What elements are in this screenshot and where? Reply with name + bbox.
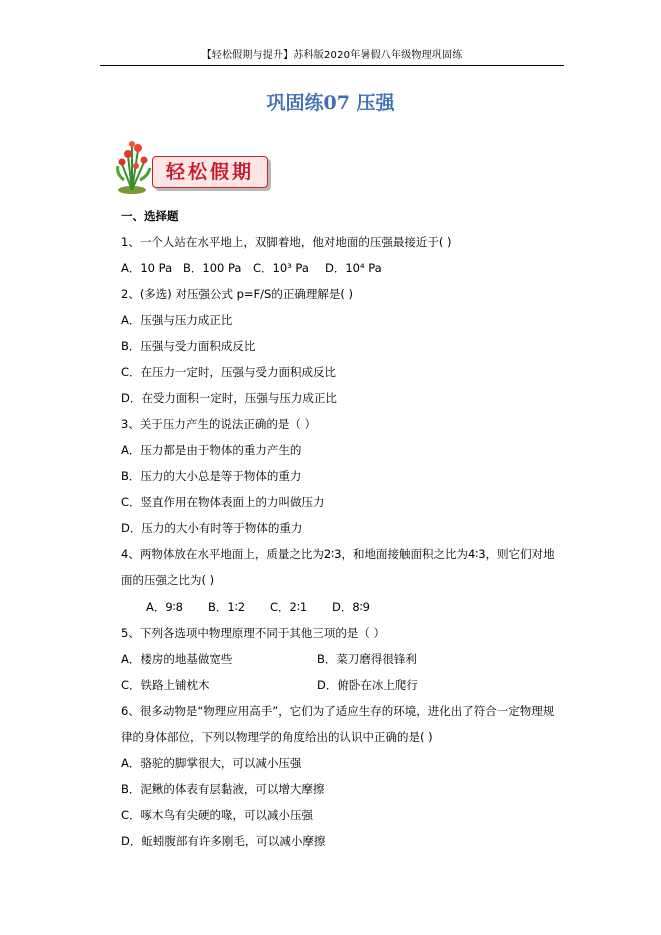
page-title: 巩固练07 压强 — [266, 92, 395, 114]
banner-label: 轻松假期 — [152, 156, 268, 188]
question-2-option-d: D．在受力面积一定时，压强与压力成正比 — [121, 391, 337, 405]
question-3-stem: 3、关于压力产生的说法正确的是（ ） — [121, 417, 316, 431]
page-header: 【轻松假期与提升】苏科版2020年暑假八年级物理巩固练 — [100, 46, 564, 66]
option-d: D．8∶9 — [332, 600, 370, 614]
question-4-options — [146, 599, 370, 615]
option-d: D．俯卧在冰上爬行 — [317, 678, 418, 692]
question-4-stem-line1: 4、两物体放在水平地面上，质量之比为2∶3，和地面接触面积之比为4∶3，则它们对地 — [121, 547, 555, 561]
option-a: A．10 Pa — [121, 261, 173, 275]
question-2-option-c: C．在压力一定时，压强与受力面积成反比 — [121, 365, 337, 379]
option-b: B．1∶2 — [208, 600, 246, 614]
option-b: B．100 Pa — [183, 261, 242, 275]
section-title: 一、选择题 — [121, 209, 179, 223]
question-2-stem: 2、(多选) 对压强公式 p=F/S的正确理解是( ) — [121, 287, 353, 301]
question-2-option-b: B．压强与受力面积成反比 — [121, 339, 256, 353]
question-5-options-row1 — [121, 651, 417, 667]
question-4-stem-line2: 面的压强之比为( ) — [121, 573, 215, 587]
question-6-stem-line1: 6、很多动物是“物理应用高手”，它们为了适应生存的环境，进化出了符合一定物理规 — [121, 704, 555, 718]
question-3-option-b: B．压力的大小总是等于物体的重力 — [121, 469, 302, 483]
option-b: B．菜刀磨得很锋利 — [317, 652, 417, 666]
question-1-options — [121, 260, 382, 276]
question-6-option-c: C．啄木鸟有尖硬的喙，可以减小压强 — [121, 808, 314, 822]
question-5-options-row2 — [121, 677, 418, 693]
question-6-stem-line2: 律的身体部位，下列以物理学的角度给出的认识中正确的是( ) — [121, 730, 433, 744]
option-c: C．2∶1 — [270, 600, 308, 614]
question-3-option-d: D．压力的大小有时等于物体的重力 — [121, 521, 303, 535]
question-6-option-b: B．泥鳅的体表有层黏液，可以增大摩擦 — [121, 782, 325, 796]
question-6-option-a: A．骆驼的脚掌很大，可以减小压强 — [121, 756, 302, 770]
question-1-stem: 1、一个人站在水平地上，双脚着地，他对地面的压强最接近于( ) — [121, 235, 452, 249]
question-3-option-a: A．压力都是由于物体的重力产生的 — [121, 443, 302, 457]
holiday-banner — [108, 136, 278, 196]
question-2-option-a: A．压强与压力成正比 — [121, 313, 233, 327]
option-a: A．9∶8 — [146, 600, 183, 614]
question-3-option-c: C．竖直作用在物体表面上的力叫做压力 — [121, 495, 325, 509]
question-6-option-d: D．蚯蚓腹部有许多刚毛，可以减小摩擦 — [121, 834, 326, 848]
option-c: C．10³ Pa — [253, 261, 309, 275]
option-d: D．10⁴ Pa — [325, 261, 382, 275]
question-5-stem: 5、下列各选项中物理原理不同于其他三项的是（ ） — [121, 626, 385, 640]
option-c: C．铁路上铺枕木 — [121, 678, 210, 692]
option-a: A．楼房的地基做宽些 — [121, 652, 233, 666]
